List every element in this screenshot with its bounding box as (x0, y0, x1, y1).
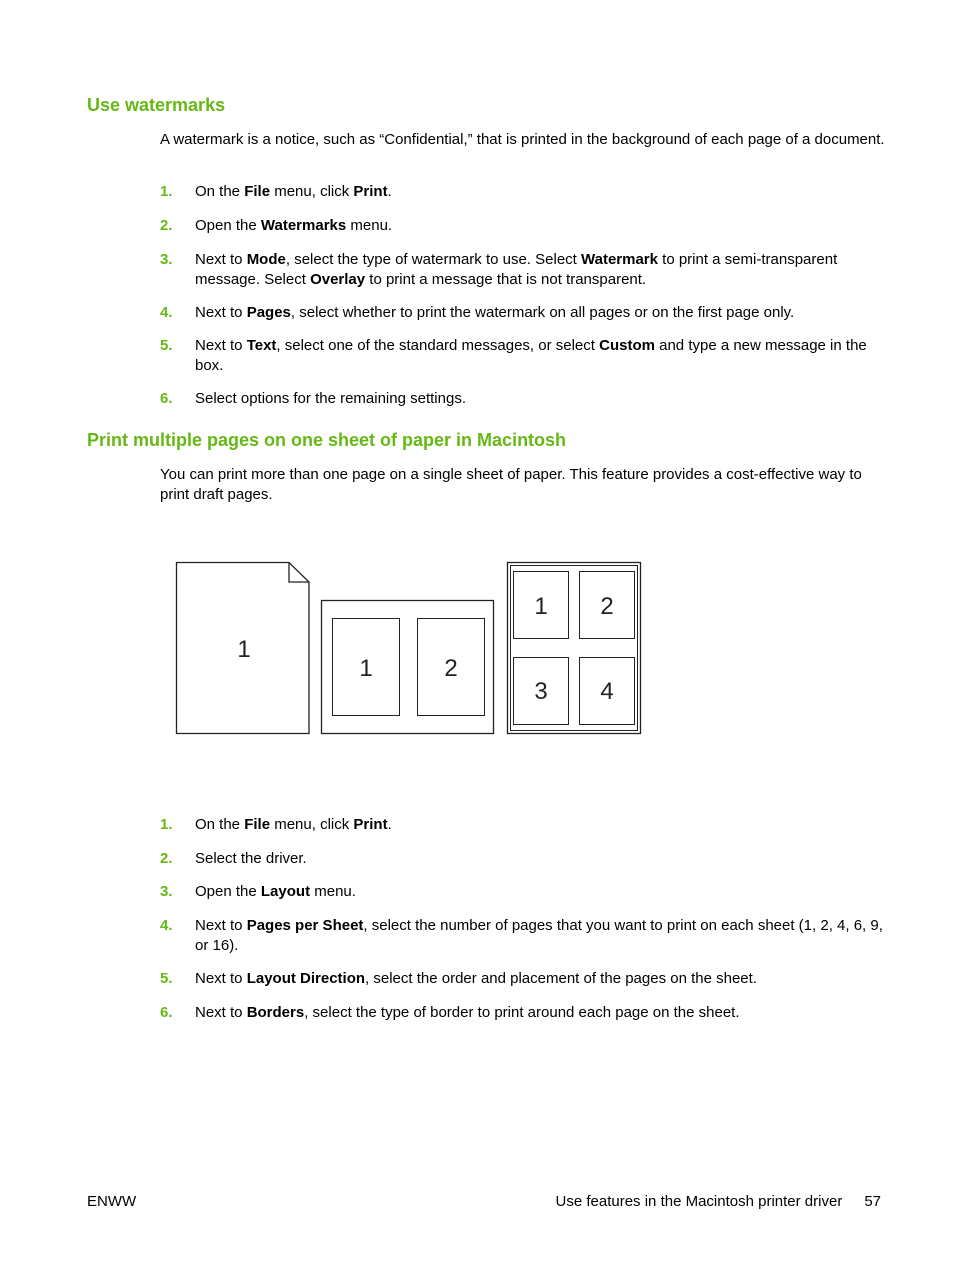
footer-left: ENWW (87, 1193, 137, 1210)
step-number: 2. (160, 217, 173, 234)
step-text: Next to Borders, select the type of border to print around each page on the sheet. (195, 1004, 740, 1021)
step-number: 3. (160, 883, 173, 900)
step-text: Next to Pages, select whether to print the watermark on all pages or on the first page only. (195, 304, 795, 321)
step-number: 5. (160, 337, 173, 354)
ui-term: Watermark (581, 251, 658, 268)
step-text: Select options for the remaining settings. (195, 390, 466, 407)
ui-term: Layout Direction (246, 970, 366, 987)
step-text: Open the Watermarks menu. (195, 217, 393, 234)
two-up-sheet (322, 601, 494, 734)
list-item (160, 216, 885, 236)
watermark-intro: A watermark is a notice, such as “Confidential,” that is printed in the background of each page of a document. (160, 131, 885, 148)
step-text: Open the Layout menu. (195, 883, 356, 900)
step-number: 2. (160, 850, 173, 867)
ui-term: Borders (246, 1004, 305, 1021)
single-page-sheet (177, 563, 310, 734)
step-number: 1. (160, 183, 173, 200)
page-number-label: 1 (237, 636, 251, 663)
step-number: 6. (160, 390, 173, 407)
ui-term: Custom (599, 337, 655, 354)
step-text: Next to Text, select one of the standard messages, or select Custom and type a new message in the box. (195, 337, 867, 374)
list-item (160, 250, 885, 289)
list-item (160, 389, 885, 409)
list-item (160, 182, 885, 202)
ui-term: File (244, 183, 271, 200)
four-up-sheet (508, 563, 641, 734)
ui-term: File (244, 816, 271, 833)
list-item (160, 303, 885, 323)
step-number: 4. (160, 304, 173, 321)
page-number-label: 2 (444, 655, 458, 682)
multiple-pages-intro: You can print more than one page on a single sheet of paper. This feature provides a cost-effective way to print draft pages. (160, 466, 862, 503)
list-item (160, 849, 885, 869)
footer-right (556, 1192, 881, 1212)
page-number: 57 (864, 1193, 881, 1210)
step-text: Select the driver. (195, 850, 307, 867)
page-number-label: 2 (600, 593, 614, 620)
page-number-label: 3 (534, 678, 548, 705)
list-item (160, 916, 885, 955)
list-item (160, 969, 885, 989)
list-item (160, 815, 885, 835)
page-number-label: 4 (600, 678, 614, 705)
step-number: 4. (160, 917, 173, 934)
ui-term: Watermarks (260, 217, 347, 234)
list-item (160, 336, 885, 375)
step-number: 1. (160, 816, 173, 833)
step-text: Next to Mode, select the type of watermark to use. Select Watermark to print a semi-transparent message. Select Overlay to print a message that is not transparent. (195, 251, 838, 288)
footer-title: Use features in the Macintosh printer driver (555, 1193, 843, 1210)
pages-per-sheet-illustration (174, 560, 644, 740)
step-text: Next to Pages per Sheet, select the number of pages that you want to print on each sheet (1, 2, 4, 6, 9, or 16). (195, 917, 883, 954)
ui-term: Layout (260, 883, 311, 900)
ui-term: Pages (246, 304, 291, 321)
ui-term: Pages per Sheet (246, 917, 364, 934)
step-number: 6. (160, 1004, 173, 1021)
step-text: Next to Layout Direction, select the order and placement of the pages on the sheet. (195, 970, 757, 987)
page-number-label: 1 (359, 655, 373, 682)
step-number: 3. (160, 251, 173, 268)
step-text: On the File menu, click Print. (195, 816, 392, 833)
section-heading-multiple-pages: Print multiple pages on one sheet of paper in Macintosh (87, 430, 567, 450)
ui-term: Print (353, 183, 388, 200)
ui-term: Overlay (310, 270, 366, 288)
section-heading-watermarks: Use watermarks (87, 95, 226, 115)
pages-per-sheet-svg (174, 560, 644, 740)
step-text: On the File menu, click Print. (195, 183, 392, 200)
list-item (160, 882, 885, 902)
ui-term: Mode (246, 251, 286, 268)
step-number: 5. (160, 970, 173, 987)
page-number-label: 1 (534, 593, 548, 620)
ui-term: Print (353, 816, 388, 833)
ui-term: Text (246, 337, 277, 354)
list-item (160, 1003, 885, 1023)
